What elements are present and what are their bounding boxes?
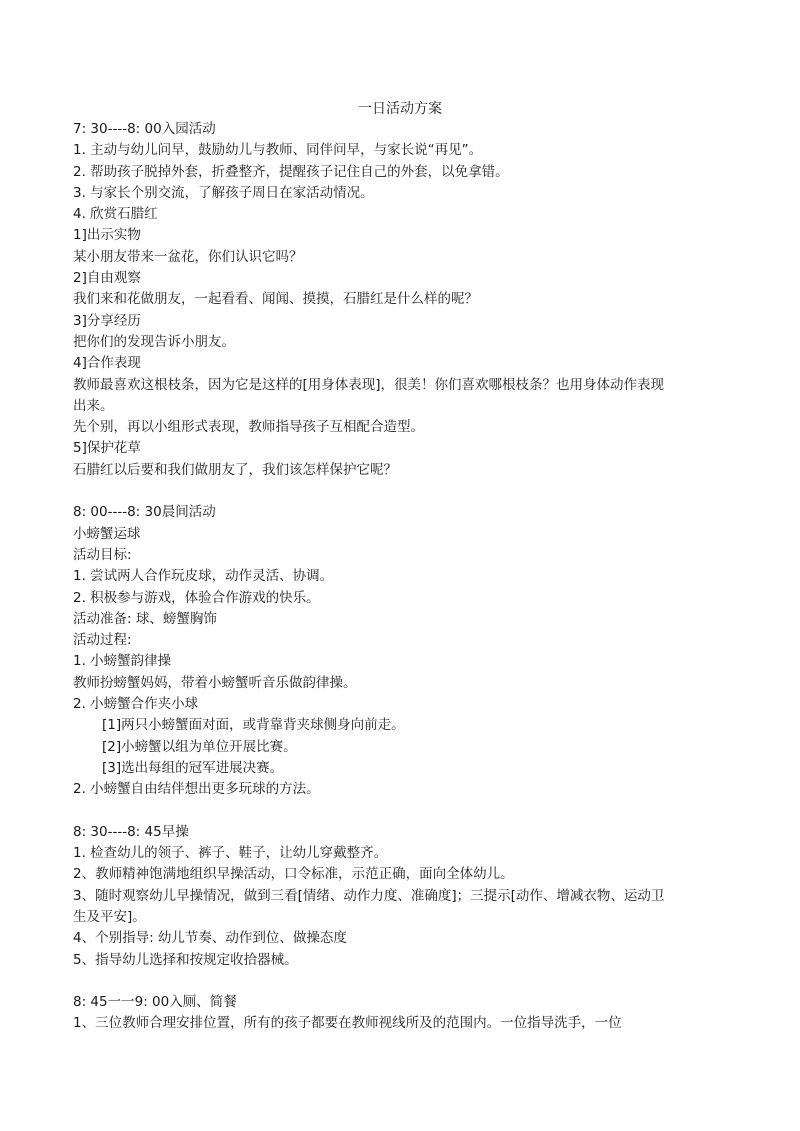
paragraph: 3、随时观察幼儿早操情况，做到三看[情绪、动作力度、准确度]；三提示[动作、增减衣物、运动卫生及平安]。 [73,887,665,925]
paragraph: 小螃蟹运球 [73,525,141,542]
paragraph: 2. 小螃蟹自由结伴想出更多玩球的方法。 [73,781,320,798]
document-title: 一日活动方案 [358,101,442,117]
paragraph: 我们来和花做朋友，一起看看、闻闻、摸摸，石腊红是什么样的呢？ [73,291,478,308]
paragraph: 4、个别指导: 幼儿节奏、动作到位、做操态度 [73,930,347,947]
paragraph: 活动目标: [73,546,132,563]
paragraph: 某小朋友带来一盆花，你们认识它吗？ [73,248,303,265]
paragraph: 4. 欣赏石腊红 [73,206,158,223]
indented-step: [3]选出每组的冠军进展决赛。 [102,759,284,776]
paragraph: 3. 与家长个别交流，了解孩子周日在家活动情况。 [73,184,374,201]
indented-step: [1]两只小螃蟹面对面，或背靠背夹球侧身向前走。 [102,717,405,734]
paragraph: 教师扮螃蟹妈妈，带着小螃蟹听音乐做韵律操。 [73,674,357,691]
indented-step: [2]小螃蟹以组为单位开展比赛。 [102,738,297,755]
paragraph: 1. 主动与幼儿问早，鼓励幼儿与教师、同伴问早，与家长说“再见”。 [73,142,483,159]
paragraph: 5、指导幼儿选择和按规定收拾器械。 [73,951,298,968]
paragraph: 1. 检查幼儿的领子、裤子、鞋子，让幼儿穿戴整齐。 [73,845,388,862]
paragraph: 3]分享经历 [73,312,141,329]
paragraph: 教师最喜欢这根枝条，因为它是这样的[用身体表现]，很美！你们喜欢哪根枝条？也用身体动作表现出来。 [73,376,665,414]
section-gap [73,801,673,822]
paragraph: 1、三位教师合理安排位置，所有的孩子都要在教师视线所及的范围内。一位指导洗手，一位 [73,1015,622,1032]
paragraph: 2]自由观察 [73,270,141,287]
paragraph: 把你们的发现告诉小朋友。 [73,333,235,350]
paragraph: 活动过程: [73,632,132,649]
document-body [73,119,673,1035]
paragraph: 2. 帮助孩子脱掉外套，折叠整齐，提醒孩子记住自己的外套，以免拿错。 [73,163,509,180]
paragraph: 2. 小螃蟹合作夹小球 [73,696,199,713]
paragraph: 2、教师精神饱满地组织早操活动，口令标准，示范正确，面向全体幼儿。 [73,866,514,883]
section-gap [73,481,673,502]
section-gap [73,971,673,992]
paragraph: 石腊红以后要和我们做朋友了，我们该怎样保护它呢？ [73,461,397,478]
paragraph: 先个别，再以小组形式表现，教师指导孩子互相配合造型。 [73,419,424,436]
paragraph: 活动准备: 球、螃蟹胸饰 [73,610,217,627]
section-heading-arrival: 7: 30----8: 00入园活动 [73,121,216,137]
paragraph: 1. 小螃蟹韵律操 [73,653,172,670]
paragraph: 5]保护花草 [73,440,141,457]
paragraph: 2. 积极参与游戏，体验合作游戏的快乐。 [73,589,320,606]
section-heading-morning-activity: 8: 00----8: 30晨间活动 [73,504,216,521]
section-heading-morning-exercise: 8: 30----8: 45早操 [73,823,189,840]
section-heading-restroom-snack: 8: 45一一9: 00入厕、简餐 [73,994,237,1011]
paragraph: 1]出示实物 [73,227,141,244]
paragraph: 4]合作表现 [73,355,141,372]
paragraph: 1. 尝试两人合作玩皮球，动作灵活、协调。 [73,568,334,585]
